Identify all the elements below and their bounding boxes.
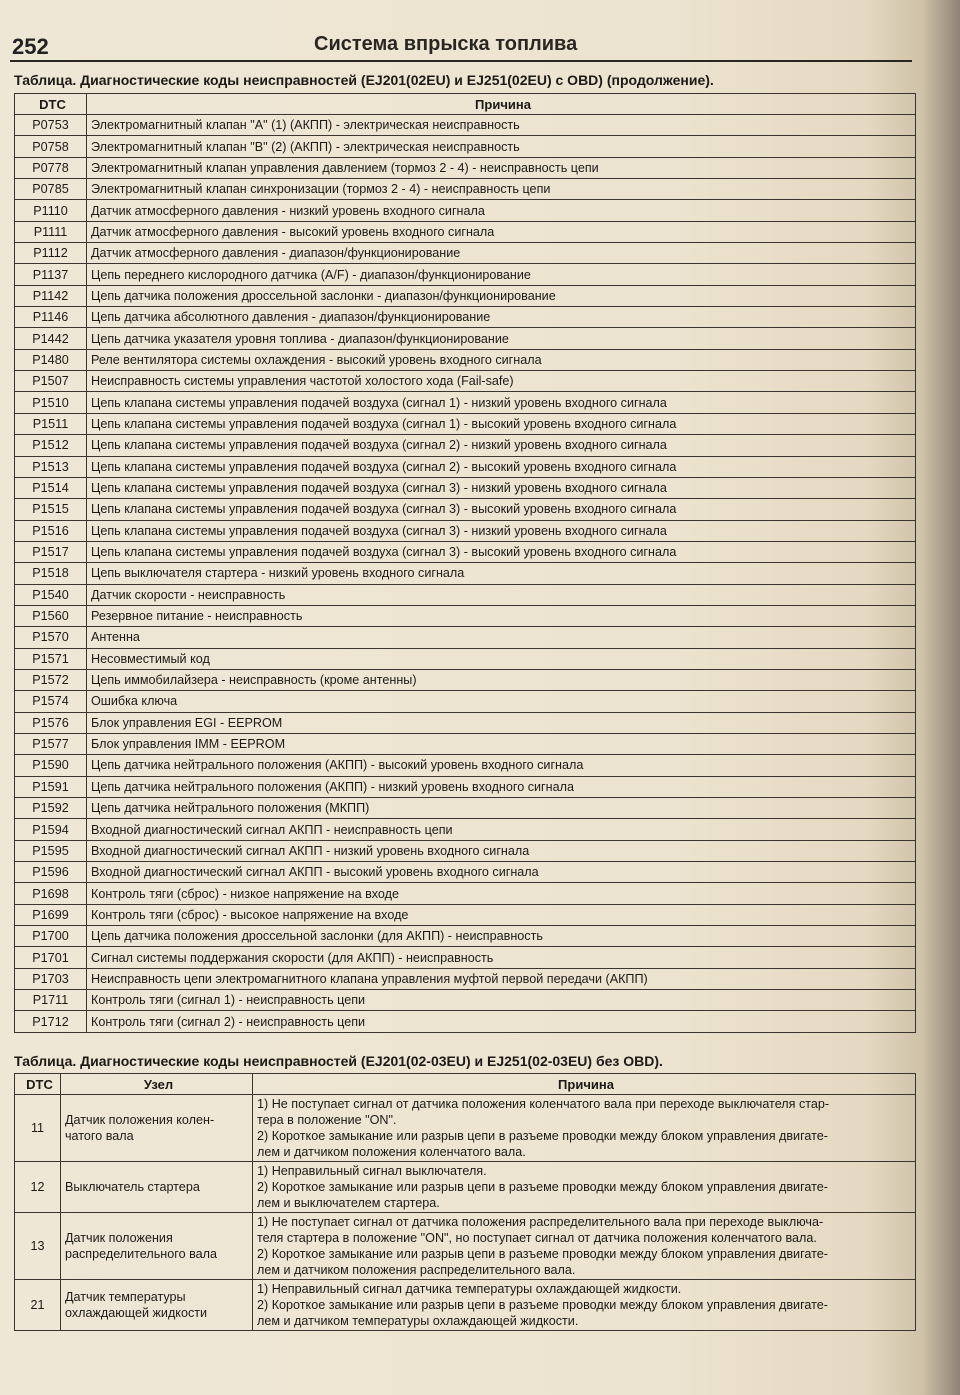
unit-cell [61,1280,253,1331]
cause-line: 1) Не поступает сигнал от датчика положения распределительного вала при переходе выключа- [257,1215,824,1229]
dtc-cause: Блок управления IMM - EEPROM [87,733,916,754]
cause-line: лем и датчиком положения распределительного вала. [257,1263,576,1277]
dtc-code: P1570 [15,627,87,648]
table-row [15,776,916,797]
dtc-code: P1571 [15,648,87,669]
cause-line: 2) Короткое замыкание или разрыв цепи в разъеме проводки между блоком управления двигате- [257,1298,828,1312]
unit-line: охлаждающей жидкости [65,1306,208,1320]
table-row [15,1162,916,1213]
dtc-cause: Контроль тяги (сигнал 2) - неисправность цепи [87,1011,916,1032]
dtc-cause: Цепь клапана системы управления подачей воздуха (сигнал 1) - низкий уровень входного сигнала [87,392,916,413]
dtc-code: P1590 [15,755,87,776]
cause-line: 2) Короткое замыкание или разрыв цепи в разъеме проводки между блоком управления двигате- [257,1180,828,1194]
dtc-code: P1560 [15,605,87,626]
table-row [15,627,916,648]
dtc-cause: Неисправность цепи электромагнитного клапана управления муфтой первой передачи (АКПП) [87,968,916,989]
dtc-code: P1591 [15,776,87,797]
table-row [15,243,916,264]
dtc-cause: Электромагнитный клапан управления давлением (тормоз 2 - 4) - неисправность цепи [87,157,916,178]
dtc-code: P0753 [15,115,87,136]
page-title: Система впрыска топлива [314,33,578,55]
unit-cell [61,1162,253,1213]
column-header-dtc: DTC [15,94,87,115]
table-row [15,499,916,520]
dtc-cause: Цепь клапана системы управления подачей воздуха (сигнал 1) - высокий уровень входного сигнала [87,413,916,434]
dtc-code: P1507 [15,371,87,392]
table-row [15,947,916,968]
dtc-cause: Контроль тяги (сигнал 1) - неисправность цепи [87,990,916,1011]
dtc-code: P1514 [15,477,87,498]
table-row [15,669,916,690]
dtc-code: P1698 [15,883,87,904]
cause-line: лем и датчиком температуры охлаждающей жидкости. [257,1314,579,1328]
table-row [15,990,916,1011]
table-row [15,115,916,136]
dtc-table-no-obd [14,1073,916,1331]
dtc-cause: Цепь датчика абсолютного давления - диапазон/функционирование [87,307,916,328]
dtc-code: P1574 [15,691,87,712]
dtc-code: P1112 [15,243,87,264]
dtc-cause: Электромагнитный клапан "A" (1) (АКПП) - электрическая неисправность [87,115,916,136]
dtc-cause: Электромагнитный клапан синхронизации (тормоз 2 - 4) - неисправность цепи [87,179,916,200]
dtc-code: 12 [15,1162,61,1213]
dtc-code: P1592 [15,798,87,819]
unit-cell [61,1095,253,1162]
dtc-cause: Входной диагностический сигнал АКПП - неисправность цепи [87,819,916,840]
table-row [15,264,916,285]
dtc-code: P0778 [15,157,87,178]
dtc-code: P1540 [15,584,87,605]
cause-line: 1) Неправильный сигнал датчика температуры охлаждающей жидкости. [257,1282,682,1296]
table-row [15,285,916,306]
dtc-code: P1518 [15,563,87,584]
dtc-code: P1711 [15,990,87,1011]
cause-line: 2) Короткое замыкание или разрыв цепи в разъеме проводки между блоком управления двигате- [257,1247,828,1261]
cause-line: 1) Неправильный сигнал выключателя. [257,1164,487,1178]
table-row [15,371,916,392]
dtc-cause: Цепь датчика положения дроссельной заслонки (для АКПП) - неисправность [87,926,916,947]
table-row [15,563,916,584]
dtc-code: P1703 [15,968,87,989]
dtc-cause: Сигнал системы поддержания скорости (для АКПП) - неисправность [87,947,916,968]
table-row [15,1280,916,1331]
cause-line: лем и датчиком положения коленчатого вала. [257,1145,526,1159]
dtc-code: P1510 [15,392,87,413]
dtc-cause: Датчик атмосферного давления - высокий уровень входного сигнала [87,221,916,242]
dtc-cause: Цепь датчика нейтрального положения (АКПП) - низкий уровень входного сигнала [87,776,916,797]
dtc-cause: Цепь клапана системы управления подачей воздуха (сигнал 2) - высокий уровень входного сигнала [87,456,916,477]
dtc-code: P1699 [15,904,87,925]
dtc-code: P0785 [15,179,87,200]
dtc-cause: Цепь клапана системы управления подачей воздуха (сигнал 3) - низкий уровень входного сигнала [87,520,916,541]
dtc-code: P1110 [15,200,87,221]
dtc-cause: Датчик скорости - неисправность [87,584,916,605]
table-row [15,307,916,328]
dtc-cause: Цепь иммобилайзера - неисправность (кроме антенны) [87,669,916,690]
unit-line: Датчик положения [65,1231,173,1245]
column-header-unit: Узел [61,1074,253,1095]
dtc-cause: Цепь датчика нейтрального положения (МКПП) [87,798,916,819]
dtc-cause: Контроль тяги (сброс) - низкое напряжение на входе [87,883,916,904]
unit-line: Датчик температуры [65,1290,186,1304]
table-row [15,819,916,840]
table-row [15,798,916,819]
dtc-cause: Цепь клапана системы управления подачей воздуха (сигнал 3) - низкий уровень входного сигнала [87,477,916,498]
table-row [15,968,916,989]
cause-cell [253,1162,916,1213]
dtc-cause: Блок управления EGI - EEPROM [87,712,916,733]
column-header-dtc: DTC [15,1074,61,1095]
dtc-code: P1513 [15,456,87,477]
dtc-cause: Цепь датчика положения дроссельной заслонки - диапазон/функционирование [87,285,916,306]
dtc-code: P1700 [15,926,87,947]
dtc-code: P0758 [15,136,87,157]
dtc-code: 21 [15,1280,61,1331]
dtc-code: P1576 [15,712,87,733]
table-row [15,1095,916,1162]
unit-line: распределительного вала [65,1247,217,1261]
header-rule [10,60,912,62]
table-row [15,392,916,413]
cause-line: лем и выключателем стартера. [257,1196,440,1210]
table-row [15,136,916,157]
dtc-cause: Цепь выключателя стартера - низкий уровень входного сигнала [87,563,916,584]
table-row [15,904,916,925]
dtc-code: P1572 [15,669,87,690]
cause-line: тера в положение "ON". [257,1113,397,1127]
table-row [15,1011,916,1032]
table-row [15,883,916,904]
dtc-code: P1137 [15,264,87,285]
table-row [15,862,916,883]
dtc-cause: Цепь переднего кислородного датчика (A/F) - диапазон/функционирование [87,264,916,285]
dtc-code: P1142 [15,285,87,306]
column-header-cause: Причина [87,94,916,115]
dtc-code: P1596 [15,862,87,883]
dtc-cause: Антенна [87,627,916,648]
table-row [15,179,916,200]
dtc-code: P1111 [15,221,87,242]
table-row [15,648,916,669]
dtc-table-obd [14,93,916,1033]
table-row [15,1213,916,1280]
dtc-code: P1516 [15,520,87,541]
table1-caption: Таблица. Диагностические коды неисправностей (EJ201(02EU) и EJ251(02EU) с OBD) (продолжение). [14,72,714,88]
cause-cell [253,1213,916,1280]
dtc-cause: Датчик атмосферного давления - диапазон/функционирование [87,243,916,264]
dtc-cause: Входной диагностический сигнал АКПП - высокий уровень входного сигнала [87,862,916,883]
table-row [15,328,916,349]
dtc-code: P1701 [15,947,87,968]
table-row [15,477,916,498]
cause-line: 2) Короткое замыкание или разрыв цепи в разъеме проводки между блоком управления двигате- [257,1129,828,1143]
dtc-code: 11 [15,1095,61,1162]
dtc-cause: Ошибка ключа [87,691,916,712]
table-row [15,712,916,733]
dtc-cause: Цепь клапана системы управления подачей воздуха (сигнал 2) - низкий уровень входного сигнала [87,435,916,456]
table1-header-row [15,94,916,115]
dtc-cause: Реле вентилятора системы охлаждения - высокий уровень входного сигнала [87,349,916,370]
dtc-cause: Цепь датчика указателя уровня топлива - диапазон/функционирование [87,328,916,349]
column-header-cause: Причина [253,1074,916,1095]
dtc-cause: Входной диагностический сигнал АКПП - низкий уровень входного сигнала [87,840,916,861]
dtc-code: P1594 [15,819,87,840]
dtc-code: P1712 [15,1011,87,1032]
table-row [15,413,916,434]
table-row [15,926,916,947]
dtc-cause: Цепь клапана системы управления подачей воздуха (сигнал 3) - высокий уровень входного сигнала [87,499,916,520]
dtc-cause: Цепь клапана системы управления подачей воздуха (сигнал 3) - высокий уровень входного сигнала [87,541,916,562]
cause-line: теля стартера в положение "ON", но поступает сигнал от датчика положения коленчатого вала. [257,1231,817,1245]
dtc-cause: Электромагнитный клапан "B" (2) (АКПП) - электрическая неисправность [87,136,916,157]
dtc-code: P1511 [15,413,87,434]
table-row [15,605,916,626]
table-row [15,456,916,477]
dtc-code: P1480 [15,349,87,370]
dtc-code: P1146 [15,307,87,328]
cause-line: 1) Не поступает сигнал от датчика положения коленчатого вала при переходе выключателя стар- [257,1097,830,1111]
unit-line: Выключатель стартера [65,1180,200,1194]
dtc-code: P1512 [15,435,87,456]
unit-cell [61,1213,253,1280]
cause-cell [253,1280,916,1331]
page-number: 252 [12,34,49,59]
table-row [15,200,916,221]
unit-line: чатого вала [65,1129,134,1143]
cause-cell [253,1095,916,1162]
table-row [15,840,916,861]
dtc-code: P1577 [15,733,87,754]
dtc-cause: Цепь датчика нейтрального положения (АКПП) - высокий уровень входного сигнала [87,755,916,776]
table-row [15,221,916,242]
dtc-code: 13 [15,1213,61,1280]
table-row [15,584,916,605]
dtc-code: P1442 [15,328,87,349]
table-row [15,541,916,562]
dtc-code: P1515 [15,499,87,520]
unit-line: Датчик положения колен- [65,1113,215,1127]
table-row [15,755,916,776]
table-row [15,691,916,712]
table-row [15,435,916,456]
table-row [15,349,916,370]
table-row [15,733,916,754]
dtc-cause: Контроль тяги (сброс) - высокое напряжение на входе [87,904,916,925]
dtc-cause: Датчик атмосферного давления - низкий уровень входного сигнала [87,200,916,221]
table2-header-row [15,1074,916,1095]
dtc-cause: Неисправность системы управления частотой холостого хода (Fail-safe) [87,371,916,392]
table2-caption: Таблица. Диагностические коды неисправностей (EJ201(02-03EU) и EJ251(02-03EU) без OBD). [14,1053,663,1069]
dtc-code: P1595 [15,840,87,861]
dtc-cause: Несовместимый код [87,648,916,669]
table-row [15,520,916,541]
table-row [15,157,916,178]
dtc-cause: Резервное питание - неисправность [87,605,916,626]
dtc-code: P1517 [15,541,87,562]
